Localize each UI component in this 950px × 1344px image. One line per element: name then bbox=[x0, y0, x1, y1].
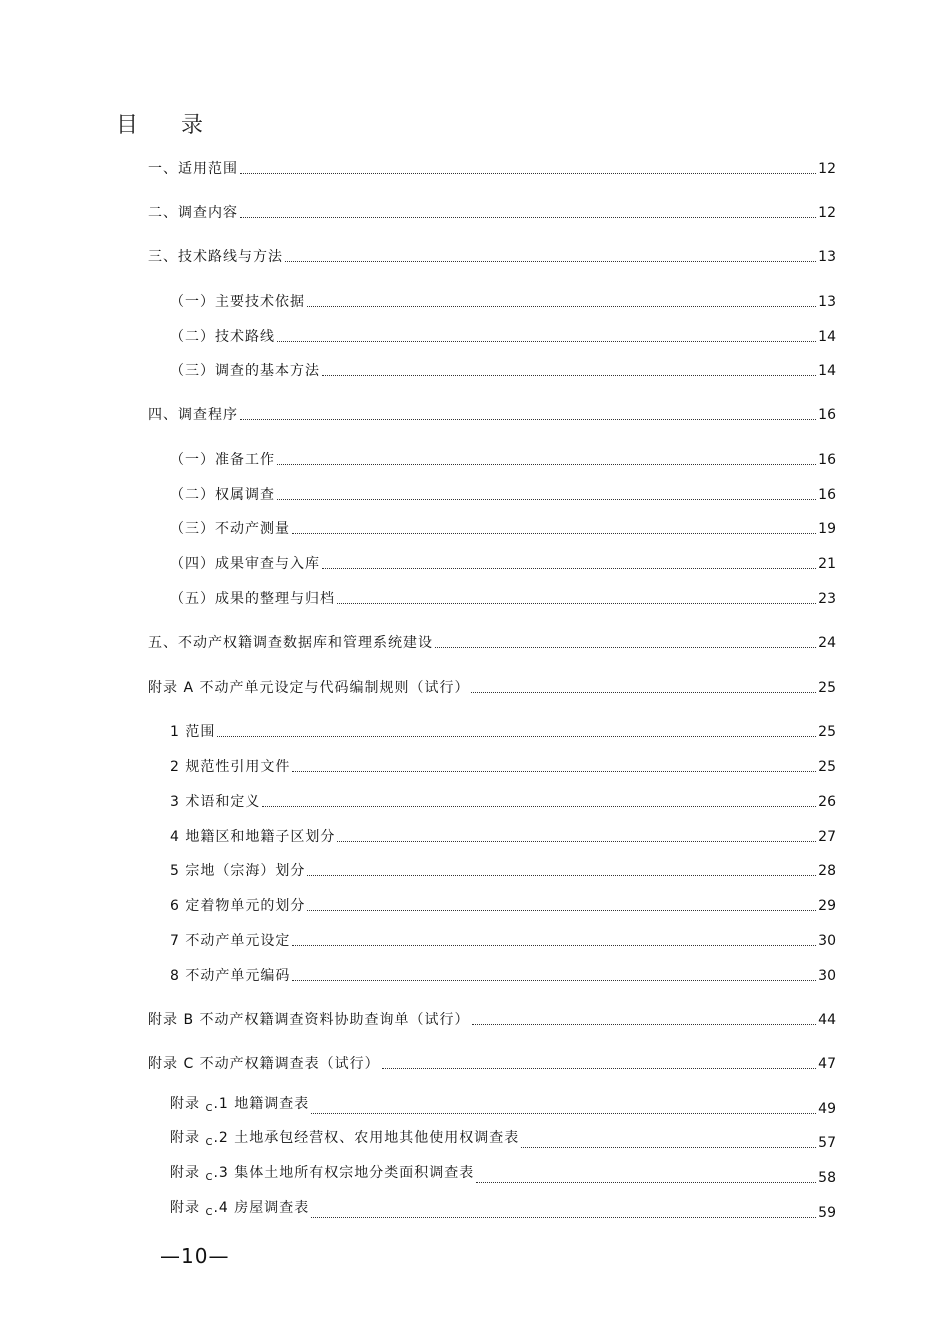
toc-entry[interactable] bbox=[170, 360, 836, 380]
toc-entry[interactable] bbox=[148, 677, 836, 697]
label-rest: .2 土地承包经营权、农用地其他使用权调查表 bbox=[213, 1130, 520, 1146]
label-subscript: C bbox=[205, 1137, 214, 1148]
toc-entry[interactable] bbox=[148, 1009, 836, 1029]
label-subscript: C bbox=[205, 1207, 214, 1218]
toc-entry-page: 19 bbox=[818, 521, 836, 537]
toc-entry-page: 14 bbox=[818, 363, 836, 379]
dot-leader bbox=[285, 261, 816, 262]
toc-entry-label: 四、调查程序 bbox=[148, 407, 238, 423]
toc-entry-page: 25 bbox=[818, 724, 836, 740]
dot-leader bbox=[240, 173, 816, 174]
label-rest: .4 房屋调查表 bbox=[213, 1200, 310, 1216]
dot-leader bbox=[435, 647, 816, 648]
toc-entry[interactable] bbox=[170, 449, 836, 469]
toc-entry[interactable] bbox=[148, 1053, 836, 1073]
toc-entry-label: 6 定着物单元的划分 bbox=[170, 898, 306, 914]
dot-leader bbox=[262, 806, 816, 807]
dot-leader bbox=[337, 841, 816, 842]
dot-leader bbox=[292, 771, 816, 772]
dot-leader bbox=[471, 692, 816, 693]
toc-entry-label: （二）权属调查 bbox=[170, 487, 275, 503]
toc-entry-label: （一）主要技术依据 bbox=[170, 294, 305, 310]
label-rest: .3 集体土地所有权宗地分类面积调查表 bbox=[213, 1165, 475, 1181]
toc-entry-page: 27 bbox=[818, 829, 836, 845]
toc-entry[interactable] bbox=[148, 404, 836, 424]
dot-leader bbox=[240, 419, 816, 420]
toc-entry-label: 2 规范性引用文件 bbox=[170, 759, 291, 775]
toc-entry-page: 25 bbox=[818, 759, 836, 775]
toc-entry-page: 23 bbox=[818, 591, 836, 607]
toc-entry[interactable] bbox=[170, 518, 836, 538]
toc-entry[interactable] bbox=[170, 1132, 836, 1152]
toc-entry-page: 12 bbox=[818, 205, 836, 221]
toc-entry-page: 24 bbox=[818, 635, 836, 651]
toc-entry-label: 三、技术路线与方法 bbox=[148, 249, 283, 265]
toc-title: 目 录 bbox=[116, 113, 221, 138]
toc-entry-page: 12 bbox=[818, 161, 836, 177]
toc-entry-page: 21 bbox=[818, 556, 836, 572]
toc-entry-label: 附录 A 不动产单元设定与代码编制规则（试行） bbox=[148, 680, 470, 696]
dot-leader bbox=[307, 306, 816, 307]
toc-entry-label: 二、调查内容 bbox=[148, 205, 238, 221]
toc-entry-page: 16 bbox=[818, 407, 836, 423]
toc-entry-label: 附录 B 不动产权籍调查资料协助查询单（试行） bbox=[148, 1012, 470, 1028]
dot-leader bbox=[277, 341, 816, 342]
label-prefix: 附录 bbox=[170, 1165, 206, 1181]
toc-entry[interactable] bbox=[170, 291, 836, 311]
dot-leader bbox=[292, 980, 816, 981]
dot-leader bbox=[322, 568, 816, 569]
toc-entry[interactable] bbox=[170, 895, 836, 915]
toc-entry[interactable] bbox=[170, 1167, 836, 1187]
toc-entry-label: （三）不动产测量 bbox=[170, 521, 290, 537]
toc-entry-page: 16 bbox=[818, 452, 836, 468]
dot-leader bbox=[521, 1147, 816, 1148]
toc-entry[interactable] bbox=[170, 588, 836, 608]
dot-leader bbox=[311, 1113, 816, 1114]
toc-entry-label: 3 术语和定义 bbox=[170, 794, 261, 810]
toc-entry-label bbox=[170, 1095, 309, 1118]
dot-leader bbox=[240, 217, 816, 218]
toc-entry-page: 14 bbox=[818, 329, 836, 345]
toc-entry-label bbox=[170, 1199, 309, 1222]
label-subscript: C bbox=[205, 1172, 214, 1183]
dot-leader bbox=[307, 875, 816, 876]
toc-entry-label: 8 不动产单元编码 bbox=[170, 968, 291, 984]
toc-entry[interactable] bbox=[170, 930, 836, 950]
dot-leader bbox=[337, 603, 816, 604]
toc-entry-label: 一、适用范围 bbox=[148, 161, 238, 177]
toc-entry[interactable] bbox=[170, 326, 836, 346]
dot-leader bbox=[311, 1217, 816, 1218]
dot-leader bbox=[476, 1182, 816, 1183]
toc-entry[interactable] bbox=[170, 484, 836, 504]
toc-entry-page: 25 bbox=[818, 680, 836, 696]
toc-entry-page: 30 bbox=[818, 933, 836, 949]
label-rest: .1 地籍调查表 bbox=[213, 1096, 310, 1112]
dot-leader bbox=[277, 499, 816, 500]
dot-leader bbox=[217, 736, 816, 737]
toc-entry-page: 13 bbox=[818, 249, 836, 265]
toc-entry-label bbox=[170, 1164, 474, 1187]
toc-entry-page: 47 bbox=[818, 1056, 836, 1072]
toc-entry-label: （二）技术路线 bbox=[170, 329, 275, 345]
toc-entry-label: 五、不动产权籍调查数据库和管理系统建设 bbox=[148, 635, 433, 651]
toc-entry-label: （四）成果审查与入库 bbox=[170, 556, 320, 572]
toc-entry-label: （一）准备工作 bbox=[170, 452, 275, 468]
toc-entry[interactable] bbox=[170, 1202, 836, 1222]
toc-entry-label: （五）成果的整理与归档 bbox=[170, 591, 335, 607]
toc-entry-label: （三）调查的基本方法 bbox=[170, 363, 320, 379]
toc-entry-page: 57 bbox=[818, 1135, 836, 1151]
label-prefix: 附录 bbox=[170, 1200, 206, 1216]
toc-entry[interactable] bbox=[148, 158, 836, 178]
dot-leader bbox=[322, 375, 816, 376]
toc-entry-page: 16 bbox=[818, 487, 836, 503]
toc-entry[interactable] bbox=[170, 756, 836, 776]
toc-entry-page: 58 bbox=[818, 1170, 836, 1186]
toc-entry[interactable] bbox=[170, 860, 836, 880]
toc-entry-page: 29 bbox=[818, 898, 836, 914]
label-prefix: 附录 bbox=[170, 1130, 206, 1146]
dot-leader bbox=[292, 945, 816, 946]
toc-entry[interactable] bbox=[170, 721, 836, 741]
toc-entry[interactable] bbox=[170, 553, 836, 573]
label-subscript: C bbox=[205, 1103, 214, 1114]
dot-leader bbox=[307, 910, 816, 911]
label-prefix: 附录 bbox=[170, 1096, 206, 1112]
toc-entry[interactable] bbox=[170, 791, 836, 811]
toc-entry-label: 5 宗地（宗海）划分 bbox=[170, 863, 306, 879]
toc-entry-page: 30 bbox=[818, 968, 836, 984]
toc-entry-label bbox=[170, 1129, 519, 1152]
toc-entry[interactable] bbox=[170, 965, 836, 985]
toc-entry[interactable] bbox=[170, 1098, 836, 1118]
toc-entry-label: 附录 C 不动产权籍调查表（试行） bbox=[148, 1056, 380, 1072]
toc-entry-page: 13 bbox=[818, 294, 836, 310]
toc-entry-page: 59 bbox=[818, 1205, 836, 1221]
dot-leader bbox=[472, 1024, 817, 1025]
toc-entry[interactable] bbox=[148, 632, 836, 652]
dot-leader bbox=[277, 464, 816, 465]
toc-entry-label: 4 地籍区和地籍子区划分 bbox=[170, 829, 336, 845]
toc-entry[interactable] bbox=[148, 202, 836, 222]
dot-leader bbox=[292, 533, 816, 534]
toc-entry-page: 49 bbox=[818, 1101, 836, 1117]
toc-entry-label: 7 不动产单元设定 bbox=[170, 933, 291, 949]
dot-leader bbox=[382, 1068, 816, 1069]
toc-entry-page: 26 bbox=[818, 794, 836, 810]
toc-entry-page: 28 bbox=[818, 863, 836, 879]
toc-entry-page: 44 bbox=[818, 1012, 836, 1028]
toc-entry[interactable] bbox=[170, 826, 836, 846]
toc-entry[interactable] bbox=[148, 246, 836, 266]
toc-entry-label: 1 范围 bbox=[170, 724, 216, 740]
page-number: —10— bbox=[160, 1244, 230, 1268]
